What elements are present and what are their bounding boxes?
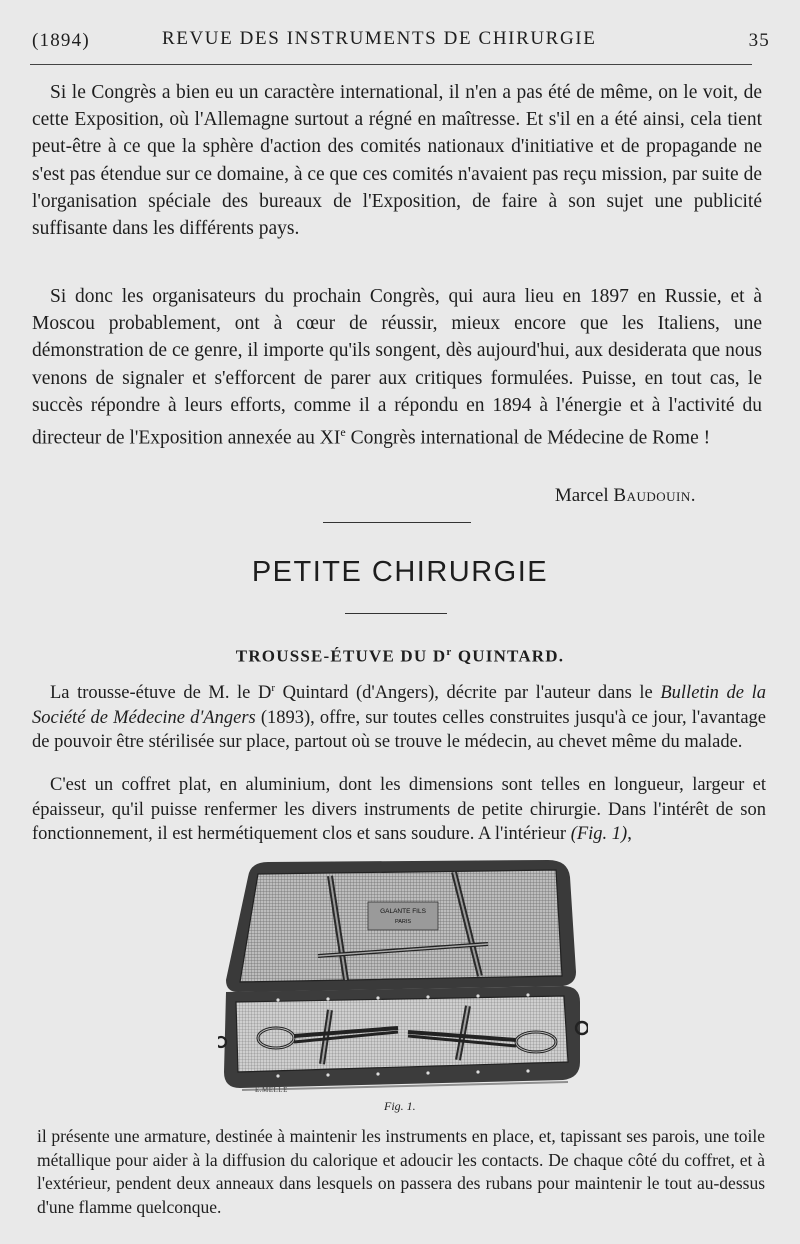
paragraph-coffret <box>32 773 766 847</box>
section-separator-top <box>323 522 471 523</box>
header-page-number: 35 <box>748 30 770 51</box>
p4-text-b: , <box>627 824 632 844</box>
section-separator-bottom <box>345 613 447 614</box>
p3-text-b: Quintard (d'Angers), décrite par l'auteur dans le <box>275 683 661 704</box>
trousse-etuve-illustration <box>218 852 588 1102</box>
subtitle-superscript: r <box>446 646 453 658</box>
p4-text-a: C'est un coffret plat, en aluminium, dont les dimensions sont telles en longueur, largeur et épaisseur, qu'il puisse renfermer les divers instruments de petite chirurgie. Dans l'intérêt de son fonctionnement, il est hermétiquement clos et sans soudure. A l'intérieur <box>32 775 766 844</box>
section-title: PETITE CHIRURGIE <box>251 556 549 588</box>
paragraph-moscow-congress <box>32 283 762 452</box>
lid-stamp-maker: GALANTE FILS <box>380 908 426 915</box>
paragraph-exposition: Si le Congrès a bien eu un caractère international, il n'en a pas été de même, on le voit, de cette Exposition, où l'Allemagne surtout a régné en maîtresse. Et s'il en a été ainsi, cela tient peut-être à ce que la sphère d'action des comités nationaux d'initiative et de propagande ne s'est pas étendue sur ce domaine, à ce que ces comités n'avaient pas reçu mission, par suite de l'organisation spéciale des bureaux de l'Exposition, de faire à son sujet une publicité suffisante dans les différents pays. <box>32 82 762 240</box>
p3-text-a: La trousse-étuve de M. le D <box>50 683 272 704</box>
ordinal-superscript: e <box>340 425 346 440</box>
running-header <box>32 22 770 56</box>
p3-bulletin-title: Bulletin de la Société de Médecine d'Angers <box>32 683 766 728</box>
subtitle-text-end: QUINTARD. <box>452 646 565 666</box>
paragraph-text: Si donc les organisateurs du prochain Congrès, qui aura lieu en 1897 en Russie, et à Moscou probablement, ont à cœur de réussir, mieux encore que les Italiens, une démonstration de ce genre, il importe qu'ils songent, dès aujourd'hui, aux desiderata que nous venons de signaler et s'efforcent de parer aux critiques formulées. Puisse, en tout cas, le succès répondre à leurs efforts, comme il a répondu en 1894 à l'énergie et à l'activité du directeur de l'Exposition annexée au XI <box>32 286 762 449</box>
figure-caption: Fig. 1. <box>384 1099 416 1113</box>
engraver-signature: E.MELLE <box>255 1086 288 1094</box>
author-first-name: Marcel <box>554 485 609 506</box>
paragraph-text-end: Congrès international de Médecine de Rome ! <box>345 427 711 449</box>
paragraph-trousse-intro <box>32 676 766 755</box>
p3-text-c: (1893), offre, sur toutes celles construites jusqu'à ce jour, l'avantage de pouvoir être stérilisée sur place, partout où se trouve le médecin, au chevet même du malade. <box>32 707 766 753</box>
author-signature <box>555 485 696 507</box>
header-year: (1894) <box>32 30 90 51</box>
lid-stamp-city: PARIS <box>394 919 412 925</box>
author-last-name: Baudouin. <box>613 485 696 506</box>
header-rule <box>30 64 752 65</box>
paragraph-armature: il présente une armature, destinée à maintenir les instruments en place, et, tapissant ses parois, une toile métallique pour aider à la diffusion du calorique et adoucir les contacts. De chaque côté du coffret, et à l'extérieur, pendent deux anneaux dans lesquels on passera des rubans pour maintenir le tout au-dessus d'une flamme quelconque. <box>37 1126 765 1217</box>
subtitle-text: TROUSSE-ÉTUVE DU D <box>235 646 447 666</box>
p3-superscript: r <box>271 682 276 694</box>
p4-figure-reference: (Fig. 1) <box>570 824 628 844</box>
header-journal-title: REVUE DES INSTRUMENTS DE CHIRURGIE <box>162 28 597 49</box>
article-subtitle <box>0 646 800 667</box>
